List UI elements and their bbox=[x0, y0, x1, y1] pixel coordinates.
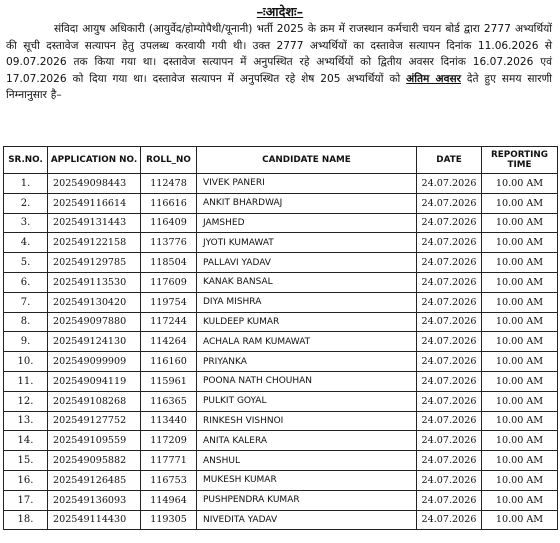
cell-reporting-time: 10.00 AM bbox=[482, 470, 558, 490]
cell-sr-no: 8. bbox=[4, 312, 48, 332]
cell-sr-no: 6. bbox=[4, 272, 48, 292]
table-row bbox=[4, 411, 558, 431]
cell-date: 24.07.2026 bbox=[417, 253, 482, 273]
cell-date: 24.07.2026 bbox=[417, 332, 482, 352]
cell-sr-no: 2. bbox=[4, 193, 48, 213]
cell-sr-no: 15. bbox=[4, 451, 48, 471]
cell-sr-no: 11. bbox=[4, 371, 48, 391]
paragraph-text-before: संविदा आयुष अधिकारी (आयुर्वेद/होम्योपैथी/यूनानी) भर्ती 2025 के क्रम में राजस्थान कर्मचारी चयन बोर्ड द्वारा 2777 अभ्यर्थियों की सूची दस्तावेज सत्यापन हेतु उपलब्ध करवायी गयी थी। उक्त 2777 अभ्यर्थियों का दस्तावेज सत्यापन दिनांक 11.06.2026 से 09.07.2026 तक किया गया था। दस्तावेज सत्यापन में अनुपस्थित रहे अभ्यर्थियों को द्वितीय अवसर दिनांक 16.07.2026 एवं 17.07.2026 को दिया गया था। दस्तावेज सत्यापन में अनुपस्थित रहे शेष 205 अभ्यर्थियों को bbox=[6, 23, 552, 85]
cell-date: 24.07.2026 bbox=[417, 510, 482, 530]
cell-reporting-time: 10.00 AM bbox=[482, 253, 558, 273]
cell-roll-no: 116409 bbox=[141, 213, 197, 233]
cell-sr-no: 18. bbox=[4, 510, 48, 530]
cell-candidate-name: JAMSHED bbox=[197, 213, 417, 233]
cell-candidate-name: PRIYANKA bbox=[197, 352, 417, 372]
cell-date: 24.07.2026 bbox=[417, 213, 482, 233]
cell-roll-no: 117771 bbox=[141, 451, 197, 471]
table-row bbox=[4, 213, 558, 233]
cell-application-no: 202549116614 bbox=[48, 193, 141, 213]
cell-application-no: 202549126485 bbox=[48, 470, 141, 490]
cell-date: 24.07.2026 bbox=[417, 292, 482, 312]
cell-sr-no: 16. bbox=[4, 470, 48, 490]
table-row bbox=[4, 371, 558, 391]
cell-roll-no: 112478 bbox=[141, 174, 197, 194]
table-row bbox=[4, 193, 558, 213]
cell-date: 24.07.2026 bbox=[417, 371, 482, 391]
cell-roll-no: 114964 bbox=[141, 490, 197, 510]
cell-roll-no: 116616 bbox=[141, 193, 197, 213]
table-row bbox=[4, 431, 558, 451]
cell-application-no: 202549095882 bbox=[48, 451, 141, 471]
table-row bbox=[4, 332, 558, 352]
order-paragraph bbox=[6, 21, 552, 104]
cell-roll-no: 116160 bbox=[141, 352, 197, 372]
cell-candidate-name: ACHALA RAM KUMAWAT bbox=[197, 332, 417, 352]
cell-reporting-time: 10.00 AM bbox=[482, 312, 558, 332]
cell-sr-no: 12. bbox=[4, 391, 48, 411]
cell-roll-no: 113776 bbox=[141, 233, 197, 253]
cell-reporting-time: 10.00 AM bbox=[482, 431, 558, 451]
cell-reporting-time: 10.00 AM bbox=[482, 213, 558, 233]
header-reporting-time: REPORTING TIME bbox=[482, 147, 558, 174]
cell-candidate-name: PULKIT GOYAL bbox=[197, 391, 417, 411]
cell-roll-no: 119305 bbox=[141, 510, 197, 530]
table-row bbox=[4, 352, 558, 372]
cell-roll-no: 117244 bbox=[141, 312, 197, 332]
cell-application-no: 202549109559 bbox=[48, 431, 141, 451]
header-roll-no: ROLL_NO bbox=[141, 147, 197, 174]
table-row bbox=[4, 391, 558, 411]
table-row bbox=[4, 233, 558, 253]
cell-sr-no: 17. bbox=[4, 490, 48, 510]
table-row bbox=[4, 292, 558, 312]
cell-date: 24.07.2026 bbox=[417, 411, 482, 431]
cell-application-no: 202549094119 bbox=[48, 371, 141, 391]
table-header-row bbox=[4, 147, 558, 174]
cell-application-no: 202549113530 bbox=[48, 272, 141, 292]
cell-roll-no: 116365 bbox=[141, 391, 197, 411]
cell-date: 24.07.2026 bbox=[417, 352, 482, 372]
cell-application-no: 202549097880 bbox=[48, 312, 141, 332]
cell-sr-no: 1. bbox=[4, 174, 48, 194]
cell-reporting-time: 10.00 AM bbox=[482, 451, 558, 471]
cell-application-no: 202549098443 bbox=[48, 174, 141, 194]
header-candidate-name: CANDIDATE NAME bbox=[197, 147, 417, 174]
table-row bbox=[4, 253, 558, 273]
cell-candidate-name: ANKIT BHARDWAJ bbox=[197, 193, 417, 213]
cell-date: 24.07.2026 bbox=[417, 312, 482, 332]
cell-roll-no: 117209 bbox=[141, 431, 197, 451]
cell-sr-no: 13. bbox=[4, 411, 48, 431]
cell-roll-no: 117609 bbox=[141, 272, 197, 292]
table-body bbox=[4, 174, 558, 530]
cell-application-no: 202549129785 bbox=[48, 253, 141, 273]
table-row bbox=[4, 272, 558, 292]
cell-date: 24.07.2026 bbox=[417, 391, 482, 411]
cell-reporting-time: 10.00 AM bbox=[482, 510, 558, 530]
cell-reporting-time: 10.00 AM bbox=[482, 391, 558, 411]
cell-candidate-name: ANSHUL bbox=[197, 451, 417, 471]
cell-reporting-time: 10.00 AM bbox=[482, 371, 558, 391]
cell-reporting-time: 10.00 AM bbox=[482, 174, 558, 194]
cell-roll-no: 115961 bbox=[141, 371, 197, 391]
cell-sr-no: 9. bbox=[4, 332, 48, 352]
cell-reporting-time: 10.00 AM bbox=[482, 233, 558, 253]
cell-candidate-name: MUKESH KUMAR bbox=[197, 470, 417, 490]
cell-roll-no: 114264 bbox=[141, 332, 197, 352]
cell-candidate-name: JYOTI KUMAWAT bbox=[197, 233, 417, 253]
cell-reporting-time: 10.00 AM bbox=[482, 490, 558, 510]
header-date: DATE bbox=[417, 147, 482, 174]
cell-application-no: 202549127752 bbox=[48, 411, 141, 431]
cell-sr-no: 7. bbox=[4, 292, 48, 312]
cell-candidate-name: KANAK BANSAL bbox=[197, 272, 417, 292]
cell-date: 24.07.2026 bbox=[417, 431, 482, 451]
cell-application-no: 202549122158 bbox=[48, 233, 141, 253]
cell-reporting-time: 10.00 AM bbox=[482, 411, 558, 431]
cell-reporting-time: 10.00 AM bbox=[482, 193, 558, 213]
cell-reporting-time: 10.00 AM bbox=[482, 332, 558, 352]
final-chance-emphasis: अंतिम अवसर bbox=[406, 72, 462, 85]
table-row bbox=[4, 174, 558, 194]
cell-sr-no: 3. bbox=[4, 213, 48, 233]
cell-date: 24.07.2026 bbox=[417, 470, 482, 490]
cell-sr-no: 14. bbox=[4, 431, 48, 451]
cell-date: 24.07.2026 bbox=[417, 272, 482, 292]
order-heading: –ःआदेशः– bbox=[256, 4, 304, 19]
header-application-no: APPLICATION NO. bbox=[48, 147, 141, 174]
cell-candidate-name: PUSHPENDRA KUMAR bbox=[197, 490, 417, 510]
cell-candidate-name: VIVEK PANERI bbox=[197, 174, 417, 194]
cell-candidate-name: POONA NATH CHOUHAN bbox=[197, 371, 417, 391]
cell-date: 24.07.2026 bbox=[417, 490, 482, 510]
cell-date: 24.07.2026 bbox=[417, 451, 482, 471]
cell-date: 24.07.2026 bbox=[417, 233, 482, 253]
cell-application-no: 202549108268 bbox=[48, 391, 141, 411]
cell-date: 24.07.2026 bbox=[417, 193, 482, 213]
schedule-table bbox=[3, 146, 558, 530]
table-row bbox=[4, 470, 558, 490]
cell-application-no: 202549099909 bbox=[48, 352, 141, 372]
cell-candidate-name: PALLAVI YADAV bbox=[197, 253, 417, 273]
table-row bbox=[4, 510, 558, 530]
cell-roll-no: 118504 bbox=[141, 253, 197, 273]
paragraph-text-after: देते हुए समय सारणी निम्नानुसार है– bbox=[6, 72, 552, 102]
cell-application-no: 202549130420 bbox=[48, 292, 141, 312]
cell-sr-no: 4. bbox=[4, 233, 48, 253]
cell-sr-no: 10. bbox=[4, 352, 48, 372]
cell-reporting-time: 10.00 AM bbox=[482, 352, 558, 372]
cell-reporting-time: 10.00 AM bbox=[482, 292, 558, 312]
cell-candidate-name: KULDEEP KUMAR bbox=[197, 312, 417, 332]
cell-sr-no: 5. bbox=[4, 253, 48, 273]
table-row bbox=[4, 312, 558, 332]
cell-roll-no: 113440 bbox=[141, 411, 197, 431]
cell-candidate-name: DIYA MISHRA bbox=[197, 292, 417, 312]
table-row bbox=[4, 490, 558, 510]
cell-application-no: 202549114430 bbox=[48, 510, 141, 530]
cell-roll-no: 116753 bbox=[141, 470, 197, 490]
cell-candidate-name: NIVEDITA YADAV bbox=[197, 510, 417, 530]
cell-roll-no: 119754 bbox=[141, 292, 197, 312]
cell-candidate-name: ANITA KALERA bbox=[197, 431, 417, 451]
cell-application-no: 202549124130 bbox=[48, 332, 141, 352]
table-row bbox=[4, 451, 558, 471]
cell-reporting-time: 10.00 AM bbox=[482, 272, 558, 292]
cell-candidate-name: RINKESH VISHNOI bbox=[197, 411, 417, 431]
cell-application-no: 202549136093 bbox=[48, 490, 141, 510]
cell-application-no: 202549131443 bbox=[48, 213, 141, 233]
header-sr-no: SR.NO. bbox=[4, 147, 48, 174]
cell-date: 24.07.2026 bbox=[417, 174, 482, 194]
